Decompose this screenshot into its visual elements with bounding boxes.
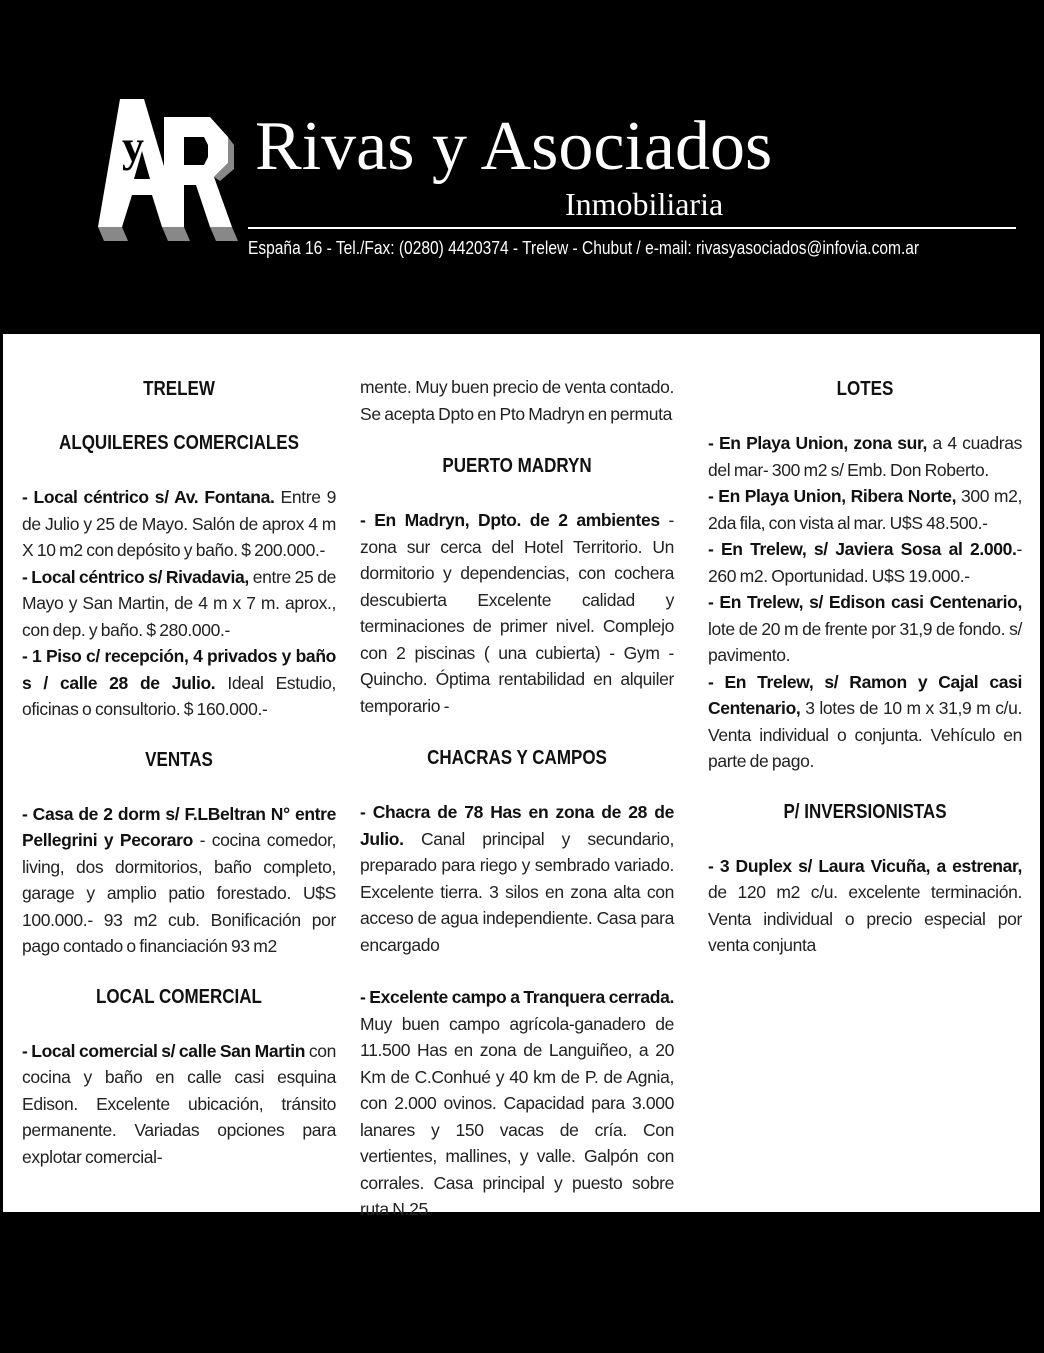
listing-item bbox=[22, 1038, 336, 1171]
section-heading-inversionistas: P/ INVERSIONISTAS bbox=[783, 800, 947, 823]
listing-text: Muy buen campo agrícola-ganadero de 11.500 Has en zona de Languiñeo, a 20 Km de C.Conhué y 40 km de P. de Agnia, con 2.000 ovinos. Capacidad para 3.000 lanares y 150 vacas de cría. Con vertientes, mallines, y valle. Galpón con corrales. Casa principal y puesto sobre ruta N.25 bbox=[360, 1013, 674, 1219]
listing-item bbox=[360, 799, 674, 958]
column-trelew bbox=[22, 372, 336, 1170]
listing-title: - En Playa Union, zona sur, bbox=[708, 433, 927, 453]
listing-title: - 1 Piso c/ recepción, 4 privados y baño s / calle 28 de Julio. bbox=[22, 646, 336, 693]
listing-text: Canal principal y secundario, preparado para riego y sembrado variado. Excelente tierra. 3 silos en zona alta con acceso de agua independiente. Casa para encargado bbox=[360, 828, 674, 955]
listing-title: - Excelente campo a Tranquera cerrada. bbox=[360, 987, 674, 1007]
section-heading-trelew: TRELEW bbox=[143, 378, 215, 400]
brand-subtitle: Inmobiliaria bbox=[565, 186, 724, 222]
listing-title: - Casa de 2 dorm s/ F.LBeltran N° entre Pellegrini y Pecoraro bbox=[22, 803, 336, 850]
contact-line: España 16 - Tel./Fax: (0280) 4420374 - Trelew - Chubut / e-mail: rivasyasociados@infovia.com.ar bbox=[248, 237, 920, 258]
listing-text: - zona sur cerca del Hotel Territorio. Un dormitorio y dependencias, con cochera descubierta Excelente calidad y terminaciones de primer nivel. Complejo con 2 piscinas ( una cubierta) - Gym - Quincho. Óptima rentabilidad en alquiler temporario - bbox=[360, 510, 674, 716]
listing-title: - En Playa Union, Ribera Norte, bbox=[708, 486, 957, 506]
header-band bbox=[0, 0, 1044, 334]
listing-text: - 260 m2. Oportunidad. U$S 19.000.- bbox=[708, 539, 1022, 586]
listing-text: Entre 9 de Julio y 25 de Mayo. Salón de aprox 4 m X 10 m2 con depósito y baño. $ 200.000.- bbox=[22, 487, 336, 560]
listing-title: - 3 Duplex s/ Laura Vicuña, a estrenar, bbox=[708, 855, 1022, 876]
section-heading-local-comercial: LOCAL COMERCIAL bbox=[96, 985, 262, 1008]
listing-continued-text: mente. Muy buen precio de venta contado. Se acepta Dpto en Pto Madryn en permuta bbox=[360, 377, 674, 424]
listing-title: - En Madryn, Dpto. de 2 ambientes bbox=[360, 510, 660, 530]
listing-text: con cocina y baño en calle casi esquina Edison. Excelente ubicación, tránsito permanente. Variadas opciones para explotar comercial- bbox=[22, 1040, 336, 1167]
section-heading-ventas: VENTAS bbox=[145, 748, 213, 771]
listing-item bbox=[708, 536, 1022, 589]
listing-title: - Chacra de 78 Has en zona de 28 de Julio. bbox=[360, 802, 674, 849]
listing-item bbox=[22, 643, 336, 723]
listing-text: 300 m2, 2da fila, con vista al mar. U$S 48.500.- bbox=[708, 486, 1022, 533]
listing-text: - cocina comedor, living, dos dormitorios, baño completo, garage y amplio patio forestado. U$S 100.000.- 93 m2 cub. Bonificación por pago contado o financiación 93 m2 bbox=[22, 830, 336, 956]
listing-item bbox=[708, 853, 1022, 959]
header-divider bbox=[248, 227, 1016, 229]
listing-text: de 120 m2 c/u. excelente terminación. Venta individual o precio especial por venta conjunta bbox=[708, 882, 1022, 955]
brand-name: Rivas y Asociados bbox=[255, 108, 773, 185]
listing-title: - Local comercial s/ calle San Martin bbox=[22, 1040, 306, 1061]
svg-text:y: y bbox=[122, 122, 144, 171]
section-heading-puerto-madryn: PUERTO MADRYN bbox=[442, 455, 592, 477]
listing-title: - En Trelew, s/ Edison casi Centenario, bbox=[708, 592, 1022, 612]
listing-title: - En Trelew, s/ Javiera Sosa al 2.000. bbox=[708, 539, 1017, 559]
listing-title: - En Trelew, s/ Ramon y Cajal casi Centenario, bbox=[708, 671, 1022, 718]
listing-item bbox=[22, 564, 336, 644]
listing-text: entre 25 de Mayo y San Martin, de 4 m x 7 m. aprox., con dep. y baño. $ 280.000.- bbox=[22, 566, 336, 640]
listing-item bbox=[708, 669, 1022, 775]
section-heading-lotes: LOTES bbox=[836, 378, 894, 400]
listing-item bbox=[360, 507, 674, 719]
logo-mark-icon bbox=[92, 97, 240, 249]
section-heading-chacras: CHACRAS Y CAMPOS bbox=[427, 747, 607, 769]
column-madryn bbox=[360, 374, 674, 1223]
listing-item bbox=[708, 430, 1022, 483]
column-lotes bbox=[708, 372, 1022, 959]
listing-item bbox=[708, 589, 1022, 669]
listing-text: 3 lotes de 10 m x 31,9 m c/u. Venta individual o conjunta. Vehículo en parte de pago. bbox=[708, 698, 1022, 771]
listing-text: Ideal Estudio, oficinas o consultorio. $ 160.000.- bbox=[22, 672, 337, 719]
listing-title: - Local céntrico s/ Av. Fontana. bbox=[22, 487, 275, 507]
logo bbox=[92, 97, 240, 249]
listing-item bbox=[360, 984, 674, 1223]
listing-text: a 4 cuadras del mar- 300 m2 s/ Emb. Don Roberto. bbox=[708, 433, 1022, 480]
listing-item bbox=[708, 483, 1022, 536]
listing-item bbox=[22, 484, 336, 564]
section-heading-alquileres: ALQUILERES COMERCIALES bbox=[59, 432, 299, 454]
listing-text: lote de 20 m de frente por 31,9 de fondo. s/ pavimento. bbox=[708, 618, 1022, 665]
listing-item bbox=[22, 801, 336, 960]
listing-title: - Local céntrico s/ Rivadavia, bbox=[22, 566, 249, 587]
